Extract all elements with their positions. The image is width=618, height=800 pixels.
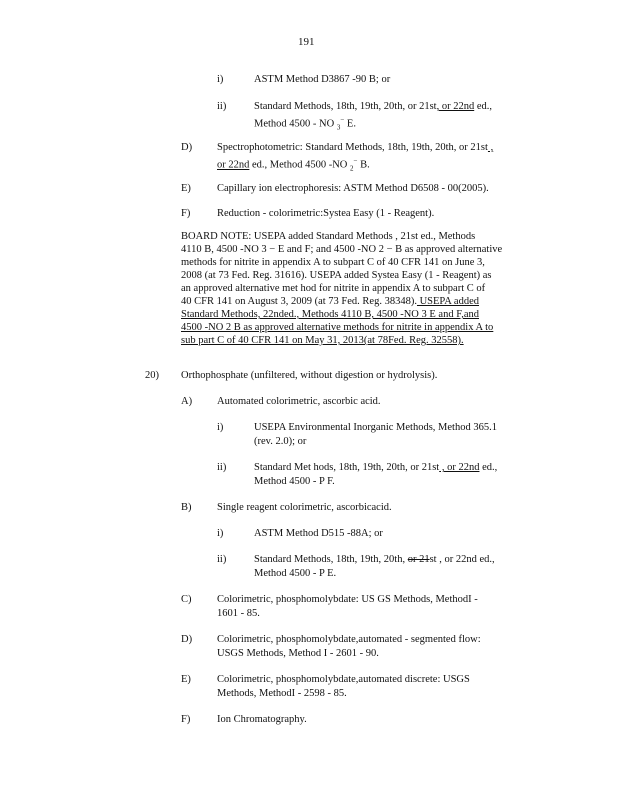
underlined-insertion: , or 22nd bbox=[439, 462, 480, 473]
item-marker: D) bbox=[181, 142, 193, 153]
item-text bbox=[254, 100, 492, 113]
item-text-tail: ed., bbox=[479, 462, 498, 473]
superscript: − bbox=[340, 116, 345, 124]
board-note-line bbox=[181, 295, 533, 308]
item-text-tail: E. bbox=[344, 118, 356, 130]
board-note-line: BOARD NOTE: USEPA added Standard Methods , 21st ed., Methods bbox=[181, 231, 476, 242]
item-marker: ii) bbox=[217, 101, 227, 112]
item-text-tail: st , or 22nd ed., bbox=[429, 554, 495, 565]
item-text bbox=[254, 114, 356, 135]
item-text: Method 4500 - P F. bbox=[254, 476, 335, 487]
underlined-insertion: USEPA added bbox=[416, 296, 480, 307]
item-marker: i) bbox=[217, 74, 224, 85]
item-text: 1601 - 85. bbox=[217, 608, 260, 619]
board-note-line: 4110 B, 4500 -NO 3 − E and F; and 4500 -NO 2 − B as approved alternative bbox=[181, 244, 503, 255]
item-text: Colorimetric, phosphomolybdate,automated - segmented flow: bbox=[217, 634, 481, 645]
item-text: Orthophosphate (unfiltered, without digestion or hydrolysis). bbox=[181, 370, 438, 381]
item-text-part: Standard Met hods, 18th, 19th, 20th, or 21st bbox=[254, 462, 440, 473]
item-text-part: Method 4500 - NO bbox=[254, 118, 337, 130]
item-marker: B) bbox=[181, 502, 192, 513]
item-marker: 20) bbox=[145, 370, 159, 381]
underlined-insertion: or 22nd bbox=[217, 159, 250, 171]
board-note-line: 4500 -NO 2 B as approved alternative methods for nitrite in appendix A to bbox=[181, 322, 494, 333]
item-marker: E) bbox=[181, 674, 191, 685]
underlined-insertion: , or 22nd bbox=[436, 101, 475, 112]
board-note-line: Standard Methods, 22nded., Methods 4110 B, 4500 -NO 3 E and F,and bbox=[181, 309, 479, 320]
item-text: Colorimetric, phosphomolybdate: US GS Methods, MethodI - bbox=[217, 594, 478, 605]
item-text bbox=[217, 141, 493, 154]
board-note-line: 2008 (at 73 Fed. Reg. 31616). USEPA added Systea Easy (1 - Reagent) as bbox=[181, 270, 492, 281]
item-text: Single reagent colorimetric, ascorbicacid. bbox=[217, 502, 392, 513]
item-marker: i) bbox=[217, 528, 224, 539]
item-marker: D) bbox=[181, 634, 193, 645]
item-text-part: Spectrophotometric: Standard Methods, 18th, 19th, 20th, or 21st bbox=[217, 142, 488, 153]
item-text: Reduction - colorimetric:Systea Easy (1 - Reagent). bbox=[217, 208, 435, 219]
item-text: USGS Methods, Method I - 2601 - 90. bbox=[217, 648, 379, 659]
item-text-part: Standard Methods, 18th, 19th, 20th, or 21st bbox=[254, 101, 437, 112]
board-note-line: methods for nitrite in appendix A to subpart C of 40 CFR 141 on June 3, bbox=[181, 257, 485, 268]
underlined-insertion: , bbox=[487, 142, 494, 153]
struck-text: or 21 bbox=[407, 554, 430, 565]
item-marker: i) bbox=[217, 422, 224, 433]
item-text: Methods, MethodI - 2598 - 85. bbox=[217, 688, 347, 699]
item-text: Automated colorimetric, ascorbic acid. bbox=[217, 396, 381, 407]
board-note bbox=[181, 230, 533, 347]
item-text-tail: ed., bbox=[474, 101, 492, 112]
item-text: Colorimetric, phosphomolybdate,automated discrete: USGS bbox=[217, 674, 470, 685]
item-marker: A) bbox=[181, 396, 193, 407]
subscript: 2 bbox=[350, 164, 354, 173]
item-text bbox=[254, 553, 495, 566]
item-marker: ii) bbox=[217, 554, 227, 565]
item-text bbox=[217, 155, 370, 176]
item-marker: F) bbox=[181, 714, 191, 725]
item-text: USEPA Environmental Inorganic Methods, Method 365.1 bbox=[254, 422, 497, 433]
item-marker: ii) bbox=[217, 462, 227, 473]
item-text-part: ed., Method 4500 -NO bbox=[249, 159, 350, 171]
board-note-text: 40 CFR 141 on August 3, 2009 (at 73 Fed. Reg. 38348). bbox=[181, 296, 417, 307]
item-text: ASTM Method D3867 -90 B; or bbox=[254, 74, 391, 85]
item-text-tail: B. bbox=[357, 159, 370, 171]
item-text bbox=[254, 461, 497, 474]
item-text: ASTM Method D515 -88A; or bbox=[254, 528, 383, 539]
board-note-line: sub part C of 40 CFR 141 on May 31, 2013(at 78Fed. Reg. 32558). bbox=[181, 335, 464, 346]
subscript: 3 bbox=[336, 123, 341, 132]
item-text: (rev. 2.0); or bbox=[254, 436, 307, 447]
item-text-part: Standard Methods, 18th, 19th, 20th, bbox=[254, 554, 408, 565]
item-marker: E) bbox=[181, 183, 191, 194]
item-text: Ion Chromatography. bbox=[217, 714, 307, 725]
item-text: Method 4500 - P E. bbox=[254, 568, 337, 579]
item-text: Capillary ion electrophoresis: ASTM Method D6508 - 00(2005). bbox=[217, 183, 489, 194]
item-marker: C) bbox=[181, 594, 192, 605]
board-note-line: an approved alternative met hod for nitrite in appendix A to subpart C of bbox=[181, 283, 486, 294]
page-number: 191 bbox=[298, 36, 315, 48]
item-marker: F) bbox=[181, 208, 191, 219]
superscript: − bbox=[353, 157, 358, 165]
